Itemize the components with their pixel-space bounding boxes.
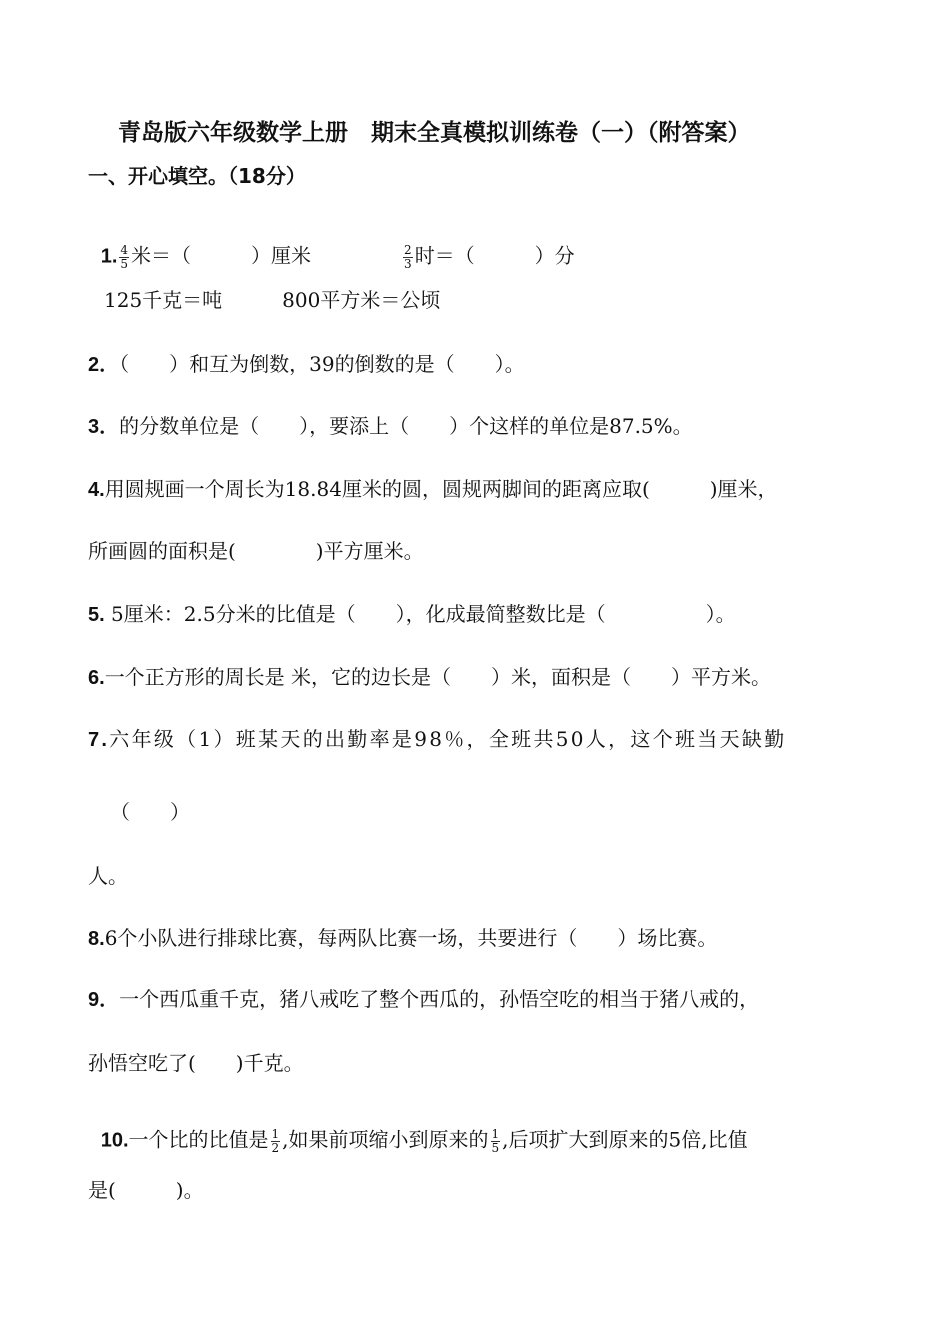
question-number: 6. <box>88 667 105 689</box>
fraction <box>119 244 129 270</box>
numerator: 1 <box>491 1127 500 1141</box>
question-text: （ ）和互为倒数，39的倒数的是（ ）。 <box>119 352 525 376</box>
question-2 <box>88 354 525 375</box>
question-number: 2． <box>88 354 120 376</box>
question-number: 7. <box>88 729 110 751</box>
question-6 <box>88 667 771 688</box>
document-title: 青岛版六年级数学上册 期末全真模拟训练卷（一）（附答案） <box>118 120 751 146</box>
question-text: 的分数单位是（ ），要添上（ ）个这样的单位是87.5%。 <box>119 414 693 438</box>
question-text: 一个比的比值是 <box>128 1127 269 1152</box>
numerator: 2 <box>404 243 412 257</box>
fraction <box>491 1128 501 1154</box>
question-text: ,后项扩大到原来的5倍,比值 <box>502 1127 748 1152</box>
denominator: 3 <box>404 256 412 271</box>
question-9-cont: 孙悟空吃了( )千克。 <box>88 1051 304 1075</box>
question-text: 用圆规画一个周长为18.84厘米的圆，圆规两脚间的距离应取( )厘米， <box>104 477 778 501</box>
question-number: 10. <box>100 1129 129 1152</box>
question-number: 8. <box>88 928 105 950</box>
denominator: 2 <box>271 1140 280 1155</box>
numerator: 4 <box>120 243 129 257</box>
question-text: 5厘米：2.5分米的比值是（ ），化成最简整数比是（ ）。 <box>104 602 736 626</box>
fraction <box>403 244 413 270</box>
question-text: 六年级（1）班某天的出勤率是98％，全班共50人，这个班当天缺勤 <box>109 727 787 751</box>
question-number: 4. <box>88 479 105 501</box>
question-text: 米＝（ ）厘米 <box>131 243 312 268</box>
fraction <box>271 1128 281 1154</box>
question-1 <box>88 224 575 270</box>
question-number: 3． <box>88 416 120 438</box>
question-4 <box>88 479 778 500</box>
question-number: 9． <box>88 989 120 1011</box>
question-9 <box>88 989 759 1010</box>
question-text: 一个正方形的周长是 米，它的边长是（ ）米，面积是（ ）平方米。 <box>104 665 772 689</box>
question-text: 6个小队进行排球比赛，每两队比赛一场，共要进行（ ）场比赛。 <box>104 926 718 950</box>
answer-blank: （ ） <box>110 800 190 824</box>
question-text: 一个西瓜重千克，猪八戒吃了整个西瓜的，孙悟空吃的相当于猪八戒的， <box>119 987 760 1011</box>
question-text: ,如果前项缩小到原来的 <box>282 1127 489 1152</box>
question-10-cont: 是( )。 <box>88 1178 204 1202</box>
question-10 <box>88 1108 748 1154</box>
numerator: 1 <box>271 1127 280 1141</box>
question-text: 时＝（ ）分 <box>414 243 575 268</box>
question-4-cont: 所画圆的面积是( )平方厘米。 <box>88 539 424 563</box>
question-number: 1. <box>100 245 118 268</box>
section-heading: 一、开心填空。（18分） <box>88 164 306 188</box>
denominator: 5 <box>491 1140 500 1155</box>
question-number: 5. <box>88 604 105 626</box>
question-1-line2: 125千克＝吨 800平方米＝公顷 <box>104 288 441 312</box>
question-7-cont: 人。 <box>88 864 128 888</box>
question-8 <box>88 928 717 949</box>
question-3 <box>88 416 693 437</box>
denominator: 5 <box>120 256 129 271</box>
question-7 <box>88 729 787 750</box>
question-5 <box>88 604 736 625</box>
